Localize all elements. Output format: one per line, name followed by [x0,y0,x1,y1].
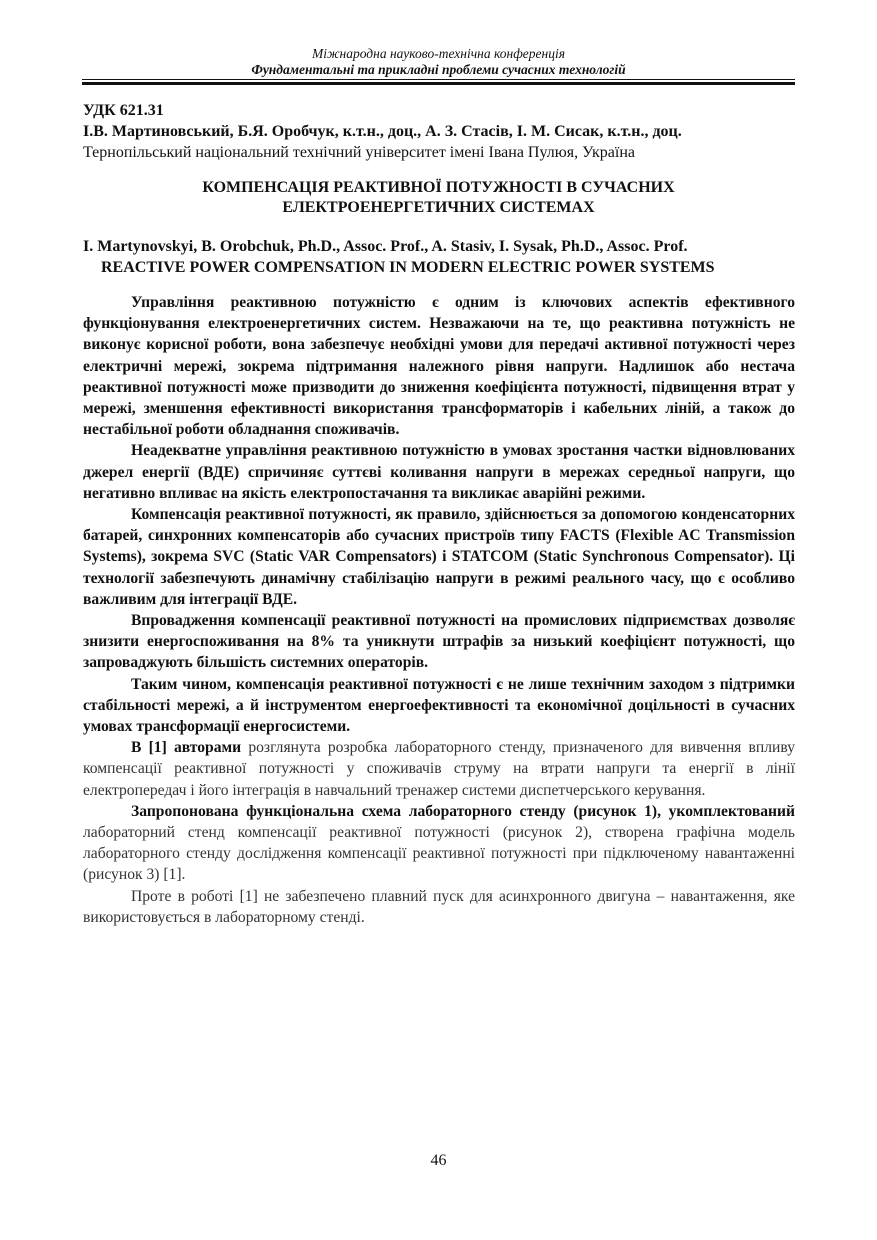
paragraph-2: Неадекватне управління реактивною потужністю в умовах зростання частки відновлюваних джерел енергії (ВДЕ) спричиняє суттєві коливання напруги в мережах середньої напруги, що негативно впливає на якість електропостачання та викликає аварійні режими. [83,442,795,502]
header-rule-thin [82,79,795,80]
paper-title-ukrainian [82,178,795,218]
conference-name: Міжнародна науково-технічна конференція [311,46,566,61]
page-number: 46 [430,1152,447,1169]
paragraph-7-lead: Запропонована функціональна схема лабораторного стенду (рисунок 1), укомплектований [131,802,795,820]
paragraph-8: Проте в роботі [1] не забезпечено плавний пуск для асинхронного двигуна – навантаження, яке використовується в лабораторному стенді. [83,887,795,926]
authors-english: I. Martynovskyi, B. Orobchuk, Ph.D., Assoc. Prof., A. Stasiv, I. Sysak, Ph.D., Assoc. Prof. [83,238,688,255]
paragraph-5: Таким чином, компенсація реактивної потужності є не лише технічним заходом з підтримки стабільності мережі, а й інструментом енергоефективності та економічної доцільності в сучасних умовах трансформації енергосистеми. [83,675,795,736]
paragraph-1: Управління реактивною потужністю є одним із ключових аспектів ефективного функціонування електроенергетичних систем. Незважаючи на те, що реактивна потужність не виконує корисної роботи, вона забезпечує необхідні умови для передачі активної потужності через електричні мережі, зокрема підтримання належного рівня напруги. Надлишок або нестача реактивної потужності може призводити до зниження коефіцієнта потужності, підвищення втрат у мережі, зменшення ефективності використання трансформаторів і кабельних ліній, а також до нестабільної роботи обладнання споживачів. [83,294,795,439]
paragraph-7 [83,801,795,886]
running-header [82,46,795,78]
paragraph-6 [83,737,795,801]
title-ua-line1: КОМПЕНСАЦІЯ РЕАКТИВНОЇ ПОТУЖНОСТІ В СУЧАСНИХ [202,179,675,196]
paragraph-3: Компенсація реактивної потужності, як правило, здійснюється за допомогою конденсаторних батарей, синхронних компенсаторів або сучасних пристроїв типу FACTS (Flexible AC Transmission Systems), зокрема SVC (Static VAR Compensators) і STATCOM (Static Synchronous Compensator). Ці технології забезпечують динамічну стабілізацію напруги в режимі реального часу, що є особливо важливим для інтеграції ВДЕ. [83,506,795,608]
title-ua-line2: ЕЛЕКТРОЕНЕРГЕТИЧНИХ СИСТЕМАХ [282,199,595,216]
authors-ukrainian: І.В. Мартиновський, Б.Я. Оробчук, к.т.н., доц., А. З. Стасів, І. М. Сисак, к.т.н., доц. [83,123,682,140]
paragraph-4: Впровадження компенсації реактивної потужності на промислових підприємствах дозволяє знизити енергоспоживання на 8% та уникнути штрафів за низький коефіцієнт потужності, що запроваджують більшість системних операторів. [83,612,795,672]
paragraph-6-lead: В [1] авторами [131,739,242,757]
header-rule-thick [82,82,795,85]
affiliation: Тернопільський національний технічний університет імені Івана Пулюя, Україна [83,144,635,161]
udk-code: УДК 621.31 [83,102,164,119]
paper-body [83,292,795,928]
paragraph-7-text: лабораторний стенд компенсації реактивної потужності (рисунок 2), створена графічна модель лабораторного стенду дослідження компенсації реактивної потужності при підключеному навантаженні (рисунок 3) [1]. [83,824,795,884]
conference-title: Фундаментальні та прикладні проблеми сучасних технологій [251,62,626,77]
paper-title-english: REACTIVE POWER COMPENSATION IN MODERN ELECTRIC POWER SYSTEMS [101,259,715,276]
paragraph-6-text: розглянута розробка лабораторного стенду, призначеного для вивчення впливу компенсації реактивної потужності у споживачів струму на втрати напруги та енергії в лінії електропередач і його інтеграція в навчальний тренажер системи диспетчерського керування. [83,739,795,799]
